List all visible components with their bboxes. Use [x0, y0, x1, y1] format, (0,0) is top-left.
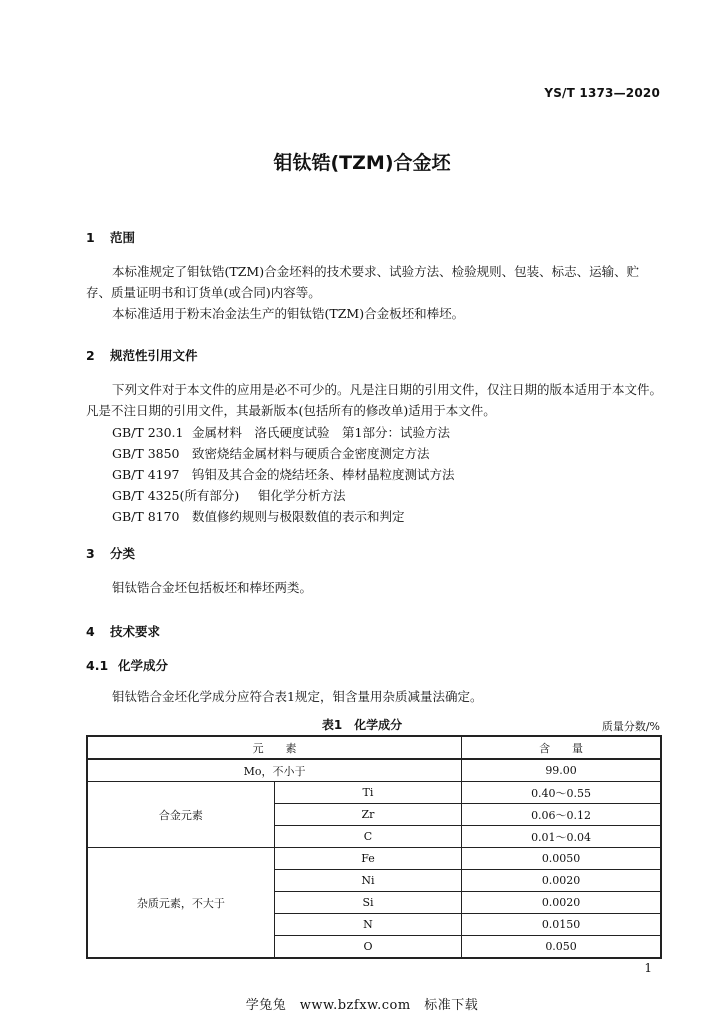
column-header-content: 含 量 [462, 736, 661, 759]
chemical-composition-table [86, 735, 662, 959]
section-4-1-heading [86, 656, 168, 674]
value-cell: 0.0020 [462, 870, 661, 892]
mo-value: 99.00 [462, 759, 661, 782]
section-2-heading [86, 346, 198, 364]
paragraph: 下列文件对于本文件的应用是必不可少的。凡是注日期的引用文件，仅注日期的版本适用于本文件。凡是不注日期的引用文件，其最新版本(包括所有的修改单)适用于本文件。 [86, 382, 663, 418]
footer-watermark: 学兔兔 www.bzfxw.com 标准下载 [245, 998, 479, 1013]
mo-label: Mo，不小于 [87, 759, 462, 782]
element-cell: Fe [274, 848, 461, 870]
element-cell: Si [274, 892, 461, 914]
reference-title: 金属材料 洛氏硬度试验 第1部分：试验方法 [192, 425, 450, 440]
value-cell: 0.0050 [462, 848, 661, 870]
section-number: 3 [86, 546, 95, 561]
element-cell: C [274, 826, 461, 848]
section-title: 规范性引用文件 [110, 348, 198, 363]
reference-code: GB/T 3850 [112, 446, 180, 461]
section-4-heading [86, 622, 160, 640]
reference-item [112, 444, 430, 462]
reference-code: GB/T 4197 [112, 467, 180, 482]
section-title: 化学成分 [118, 658, 169, 673]
element-cell: Ni [274, 870, 461, 892]
table-row [87, 848, 661, 870]
section-number: 4.1 [86, 658, 109, 673]
element-cell: O [274, 936, 461, 959]
section-title: 技术要求 [110, 624, 161, 639]
impurity-group-label: 杂质元素，不大于 [87, 848, 274, 959]
value-cell: 0.06～0.12 [462, 804, 661, 826]
reference-title: 钨钼及其合金的烧结坯条、棒材晶粒度测试方法 [192, 467, 455, 482]
value-cell: 0.40～0.55 [462, 782, 661, 804]
section-title: 分类 [110, 546, 136, 561]
standard-number: YS/T 1373—2020 [544, 86, 660, 100]
column-header-element: 元 素 [87, 736, 462, 759]
page-number: 1 [644, 961, 652, 975]
table-header-row [87, 736, 661, 759]
paragraph: 本标准适用于粉末冶金法生产的钼钛锆(TZM)合金板坯和棒坯。 [112, 306, 465, 321]
table-caption: 表1 化学成分 [321, 718, 403, 732]
value-cell: 0.0150 [462, 914, 661, 936]
value-cell: 0.01～0.04 [462, 826, 661, 848]
table-row [87, 759, 661, 782]
table-row [87, 782, 661, 804]
section-number: 2 [86, 348, 95, 363]
paragraph: 钼钛锆合金坯化学成分应符合表1规定，钼含量用杂质减量法确定。 [112, 689, 483, 704]
element-cell: N [274, 914, 461, 936]
reference-code: GB/T 4325(所有部分) [112, 488, 240, 503]
value-cell: 0.050 [462, 936, 661, 959]
paragraph: 本标准规定了钼钛锆(TZM)合金坯料的技术要求、试验方法、检验规则、包装、标志、运输、贮存、质量证明书和订货单(或合同)内容等。 [86, 264, 640, 300]
reference-title: 数值修约规则与极限数值的表示和判定 [192, 509, 405, 524]
table-unit: 质量分数/% [601, 720, 660, 733]
section-1-heading [86, 228, 135, 246]
reference-title: 致密烧结金属材料与硬质合金密度测定方法 [192, 446, 430, 461]
value-cell: 0.0020 [462, 892, 661, 914]
reference-code: GB/T 8170 [112, 509, 180, 524]
alloy-group-label: 合金元素 [87, 782, 274, 848]
paragraph: 钼钛锆合金坯包括板坯和棒坯两类。 [112, 580, 313, 595]
element-cell: Ti [274, 782, 461, 804]
section-title: 范围 [110, 230, 136, 245]
page-title: 钼钛锆(TZM)合金坯 [273, 152, 451, 174]
section-number: 4 [86, 624, 95, 639]
reference-item [112, 465, 455, 483]
reference-item [112, 423, 450, 441]
reference-title: 钼化学分析方法 [258, 488, 346, 503]
section-3-heading [86, 544, 135, 562]
reference-item [112, 486, 346, 504]
element-cell: Zr [274, 804, 461, 826]
reference-code: GB/T 230.1 [112, 425, 184, 440]
section-number: 1 [86, 230, 95, 245]
reference-item [112, 507, 405, 525]
